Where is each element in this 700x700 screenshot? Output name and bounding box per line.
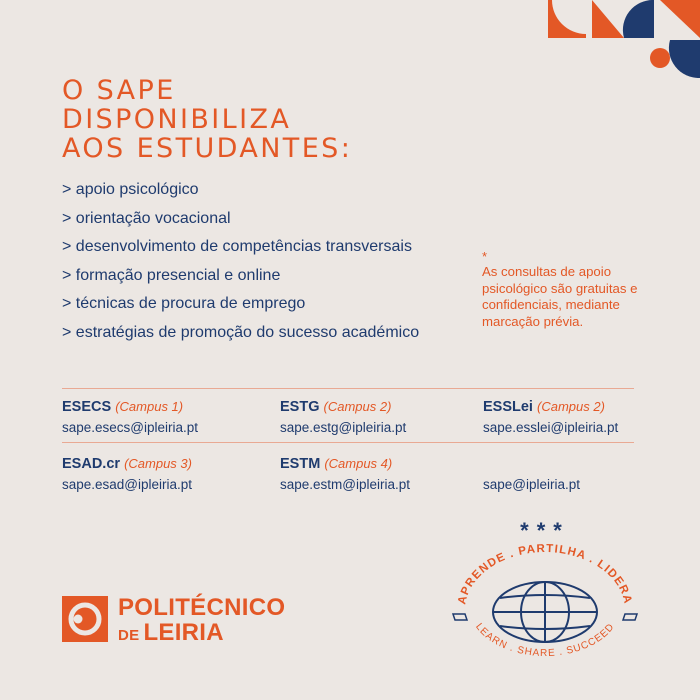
- decorative-pattern: [548, 0, 700, 78]
- title-line-2: DISPONIBILIZA: [62, 104, 292, 135]
- logo-line-1: POLITÉCNICO: [118, 594, 286, 621]
- campus-school: ESECS: [62, 399, 112, 415]
- campus-email[interactable]: sape.estm@ipleiria.pt: [280, 477, 411, 492]
- campus-school: ESTM: [280, 456, 321, 472]
- campus-email[interactable]: sape.esad@ipleiria.pt: [62, 477, 193, 492]
- campus-email[interactable]: sape.estg@ipleiria.pt: [280, 420, 407, 435]
- campus-label: (Campus 1): [115, 399, 184, 414]
- globe-icon: [493, 582, 597, 642]
- campus-school: ESTG: [280, 399, 320, 415]
- campus-email[interactable]: sape.esslei@ipleiria.pt: [483, 420, 619, 435]
- campus-label: (Campus 2): [323, 399, 392, 414]
- globe-badge: [445, 540, 645, 670]
- service-item: > estratégias de promoção do sucesso académico: [62, 323, 420, 341]
- campus-school: ESAD.cr: [62, 456, 121, 472]
- badge-stars: ***: [520, 518, 570, 543]
- service-item: > orientação vocacional: [62, 209, 231, 227]
- divider-top: [62, 388, 634, 389]
- campus-esslei: [483, 398, 618, 436]
- page-title: [62, 76, 352, 163]
- service-item: > desenvolvimento de competências transversais: [62, 238, 412, 256]
- title-line-1: O SAPE: [62, 75, 176, 106]
- campus-general: [483, 455, 580, 493]
- campus-label: (Campus 2): [537, 399, 605, 414]
- logo-wordmark: [118, 596, 285, 648]
- campus-esecs: [62, 398, 198, 436]
- service-item: > formação presencial e online: [62, 266, 281, 284]
- service-item: > técnicas de procura de emprego: [62, 295, 306, 313]
- note-asterisk: *: [482, 249, 488, 264]
- campus-label: (Campus 3): [124, 456, 192, 471]
- badge-top-text: APRENDE . PARTILHA . LIDERA: [456, 542, 634, 606]
- campus-estm: [280, 455, 410, 493]
- campus-estg: [280, 398, 406, 436]
- campus-school: ESSLei: [483, 399, 533, 415]
- divider-middle: [62, 442, 634, 443]
- general-email[interactable]: sape@ipleiria.pt: [483, 477, 581, 492]
- note-text: As consultas de apoio psicológico são gratuitas e confidenciais, mediante marcação prévia.: [482, 264, 638, 329]
- services-list: [62, 180, 419, 352]
- logo-line-2-small: DE: [118, 627, 140, 644]
- service-item: > apoio psicológico: [62, 181, 199, 198]
- consultation-note: [482, 250, 652, 330]
- logo-line-2: LEIRIA: [143, 619, 224, 646]
- campus-label: (Campus 4): [324, 456, 393, 471]
- logo-mark-icon: [62, 596, 108, 642]
- campus-email[interactable]: sape.esecs@ipleiria.pt: [62, 420, 199, 435]
- badge-bottom-text: LEARN . SHARE . SUCCEED: [473, 621, 617, 660]
- title-line-3: AOS ESTUDANTES:: [62, 133, 353, 164]
- campus-esad: [62, 455, 192, 493]
